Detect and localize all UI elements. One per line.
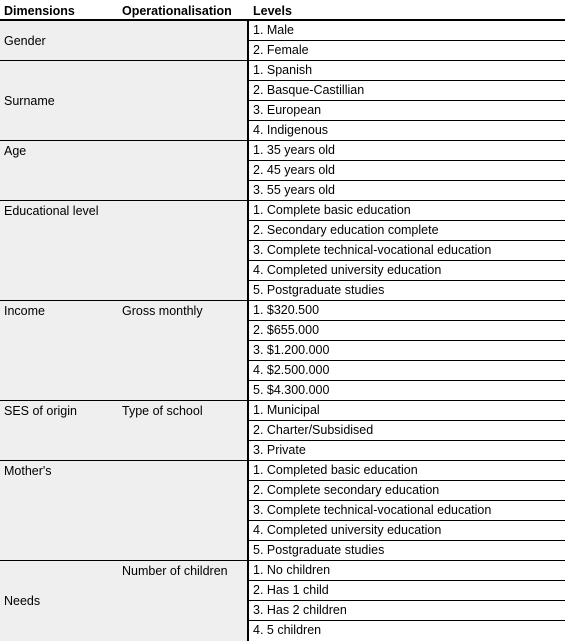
- level-cell: [249, 241, 565, 261]
- dimension-group: [0, 461, 565, 561]
- column-divider: [247, 401, 249, 461]
- dimension-label: Gender: [4, 34, 46, 48]
- dimension-group: [0, 401, 565, 461]
- header-dimensions: Dimensions: [4, 4, 75, 18]
- level-cell: [249, 261, 565, 281]
- column-divider: [247, 61, 249, 141]
- level-label: 3. $1.200.000: [253, 343, 330, 357]
- level-cell: [249, 381, 565, 401]
- dimension-group: [0, 141, 565, 201]
- dimension-label: Income: [4, 304, 45, 318]
- level-label: 4. Completed university education: [253, 263, 442, 277]
- level-cell: [249, 441, 565, 461]
- level-cell: [249, 21, 565, 41]
- level-label: 2. Charter/Subsidised: [253, 423, 374, 437]
- dimension-group: [0, 21, 565, 61]
- level-label: 4. $2.500.000: [253, 363, 330, 377]
- level-label: 1. No children: [253, 563, 331, 577]
- level-label: 1. Spanish: [253, 63, 313, 77]
- level-label: 2. Secondary education complete: [253, 223, 439, 237]
- level-cell: [249, 481, 565, 501]
- level-label: 2. Female: [253, 43, 309, 57]
- column-divider: [247, 301, 249, 401]
- dimension-group: [0, 301, 565, 401]
- column-divider: [247, 201, 249, 301]
- level-label: 1. Male: [253, 23, 294, 37]
- level-cell: [249, 501, 565, 521]
- level-label: 3. 55 years old: [253, 183, 335, 197]
- dimension-label: SES of origin: [4, 404, 77, 418]
- level-cell: [249, 101, 565, 121]
- level-cell: [249, 161, 565, 181]
- level-label: 1. Completed basic education: [253, 463, 418, 477]
- dimension-label: Educational level: [4, 204, 99, 218]
- level-cell: [249, 361, 565, 381]
- operationalisation-label: Gross monthly: [122, 304, 203, 318]
- level-label: 3. Complete technical-vocational education: [253, 243, 492, 257]
- header-levels: Levels: [253, 4, 292, 18]
- level-label: 1. Complete basic education: [253, 203, 411, 217]
- dimension-group: [0, 61, 565, 141]
- level-label: 4. Indigenous: [253, 123, 329, 137]
- column-divider: [247, 141, 249, 201]
- level-label: 2. Complete secondary education: [253, 483, 440, 497]
- dimension-label: Age: [4, 144, 27, 158]
- level-cell: [249, 81, 565, 101]
- level-label: 2. Basque-Castillian: [253, 83, 365, 97]
- level-label: 2. Has 1 child: [253, 583, 329, 597]
- column-divider: [247, 21, 249, 61]
- level-label: 2. $655.000: [253, 323, 320, 337]
- level-cell: [249, 141, 565, 161]
- dimension-group: [0, 561, 565, 641]
- level-cell: [249, 601, 565, 621]
- level-label: 1. $320.500: [253, 303, 320, 317]
- level-label: 3. Complete technical-vocational education: [253, 503, 492, 517]
- level-cell: [249, 581, 565, 601]
- level-label: 2. 45 years old: [253, 163, 335, 177]
- dimension-group: [0, 201, 565, 301]
- dimension-label: Needs: [4, 594, 41, 608]
- operationalisation-label: Type of school: [122, 404, 203, 418]
- level-cell: [249, 201, 565, 221]
- header-operationalisation: Operationalisation: [122, 4, 232, 18]
- level-cell: [249, 341, 565, 361]
- level-cell: [249, 321, 565, 341]
- dimension-label: Surname: [4, 94, 55, 108]
- level-label: 4. 5 children: [253, 623, 322, 637]
- level-label: 3. Has 2 children: [253, 603, 347, 617]
- level-cell: [249, 181, 565, 201]
- level-label: 3. European: [253, 103, 322, 117]
- level-cell: [249, 541, 565, 561]
- column-divider: [247, 561, 249, 641]
- level-cell: [249, 421, 565, 441]
- level-label: 5. Postgraduate studies: [253, 543, 385, 557]
- level-cell: [249, 121, 565, 141]
- level-label: 3. Private: [253, 443, 306, 457]
- level-label: 5. $4.300.000: [253, 383, 330, 397]
- level-label: 4. Completed university education: [253, 523, 442, 537]
- dimension-cell-background: [0, 141, 248, 201]
- level-cell: [249, 221, 565, 241]
- level-cell: [249, 561, 565, 581]
- level-label: 5. Postgraduate studies: [253, 283, 385, 297]
- level-cell: [249, 621, 565, 641]
- level-cell: [249, 461, 565, 481]
- level-label: 1. Municipal: [253, 403, 320, 417]
- level-cell: [249, 301, 565, 321]
- level-cell: [249, 521, 565, 541]
- level-cell: [249, 281, 565, 301]
- level-cell: [249, 61, 565, 81]
- dimension-label: Mother's: [4, 464, 52, 478]
- operationalisation-label: Number of children: [122, 564, 228, 578]
- level-cell: [249, 41, 565, 61]
- column-divider: [247, 461, 249, 561]
- level-label: 1. 35 years old: [253, 143, 335, 157]
- level-cell: [249, 401, 565, 421]
